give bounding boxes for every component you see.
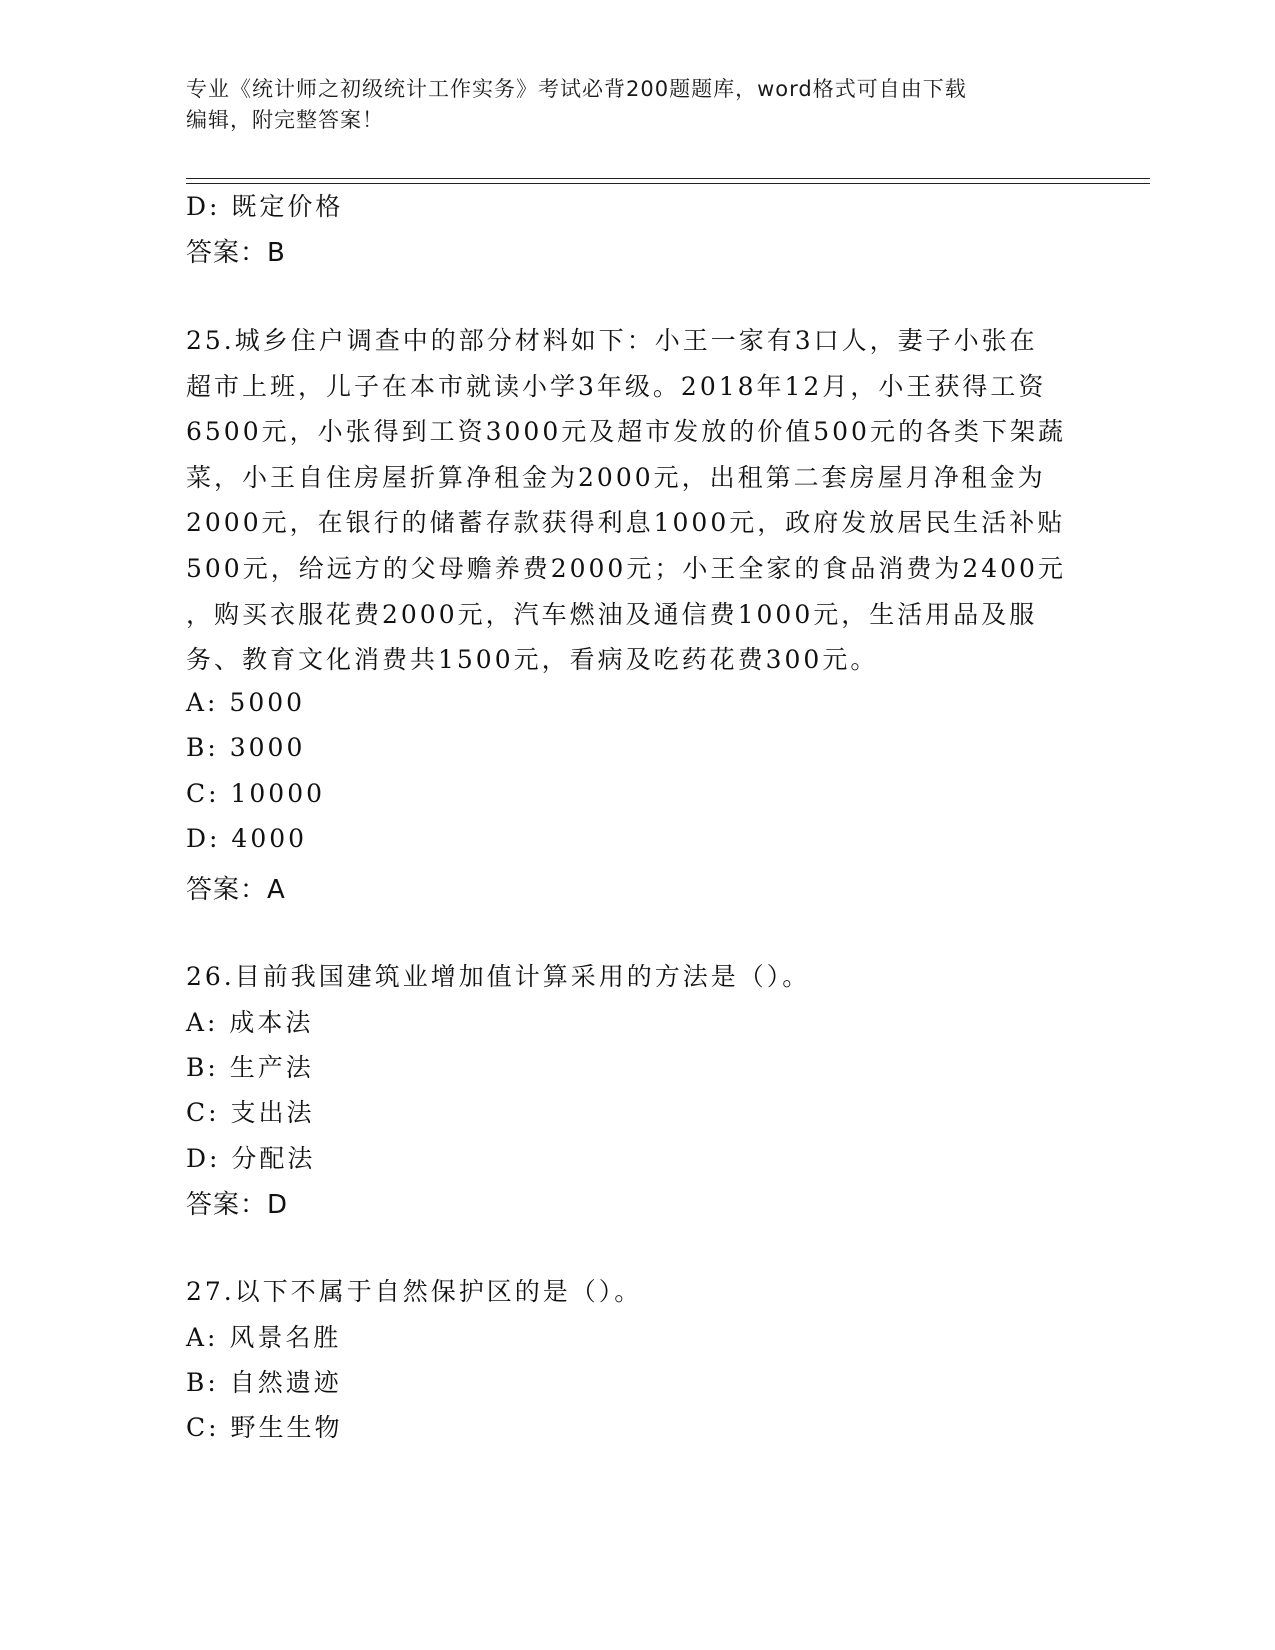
question-25-stem-line: 500元，给远方的父母赡养费2000元；小王全家的食品消费为2400元 (186, 553, 1066, 583)
question-25-answer: 答案：A (186, 875, 286, 905)
header-divider-bottom (186, 183, 1150, 184)
question-25-stem-line: 2000元，在银行的储蓄存款获得利息1000元，政府发放居民生活补贴 (186, 508, 1066, 538)
question-25-stem (186, 318, 1086, 683)
question-26-option-b: B: 生产法 (186, 1053, 314, 1082)
question-26-option-c: C: 支出法 (186, 1098, 315, 1127)
document-header (186, 74, 1086, 136)
question-27-stem: 27.以下不属于自然保护区的是（）。 (186, 1277, 643, 1306)
header-divider-top (186, 178, 1150, 179)
question-25-stem-line: 25.城乡住户调查中的部分材料如下：小王一家有3口人，妻子小张在 (186, 326, 1038, 355)
question-25-option-c: C: 10000 (186, 779, 326, 808)
question-25-option-d: D: 4000 (186, 824, 308, 853)
question-26-option-a: A: 成本法 (186, 1008, 314, 1037)
question-25-stem-line: 菜，小王自住房屋折算净租金为2000元，出租第二套房屋月净租金为 (186, 462, 1046, 492)
question-26-stem: 26.目前我国建筑业增加值计算采用的方法是（）。 (186, 962, 811, 991)
question-25-stem-line: 6500元，小张得到工资3000元及超市发放的价值500元的各类下架蔬 (186, 417, 1066, 447)
question-27-option-c: C: 野生生物 (186, 1413, 343, 1442)
prev-question-answer: 答案：B (186, 238, 286, 268)
question-25-option-a: A: 5000 (186, 688, 306, 717)
prev-question-option-d: D: 既定价格 (186, 192, 344, 221)
question-26-option-d: D: 分配法 (186, 1144, 316, 1173)
header-title-line-2: 编辑，附完整答案！ (186, 108, 384, 132)
question-27-option-b: B: 自然遗迹 (186, 1368, 342, 1397)
question-25-stem-line: 务、教育文化消费共1500元，看病及吃药花费300元。 (186, 645, 879, 675)
question-25-option-b: B: 3000 (186, 733, 306, 762)
question-25-stem-line: 超市上班，儿子在本市就读小学3年级。2018年12月，小王获得工资 (186, 371, 1047, 401)
question-27-option-a: A: 风景名胜 (186, 1323, 342, 1352)
header-title-line-1: 专业《统计师之初级统计工作实务》考试必背200题题库，word格式可自由下载 (186, 77, 967, 101)
question-25-stem-line: ，购买衣服花费2000元，汽车燃油及通信费1000元，生活用品及服 (186, 599, 1038, 629)
question-26-answer: 答案：D (186, 1190, 289, 1220)
